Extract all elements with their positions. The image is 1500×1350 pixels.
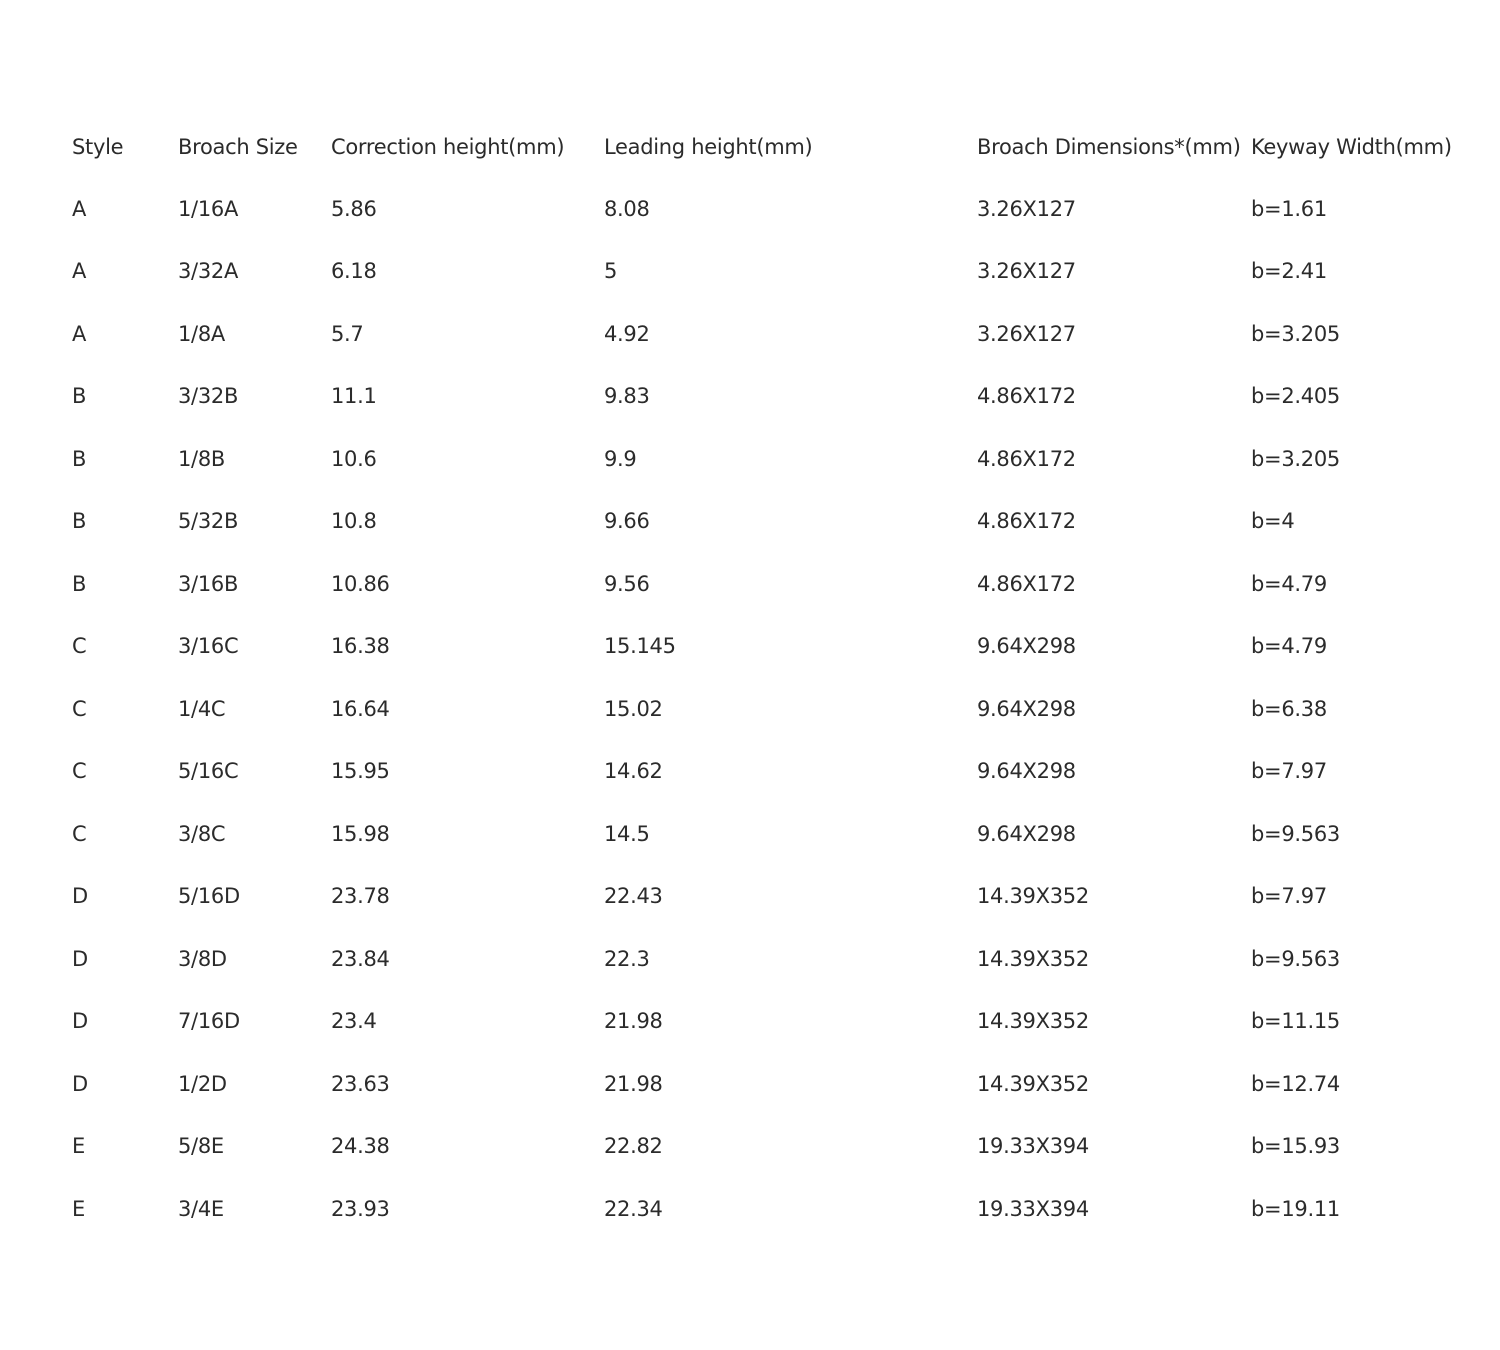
broach-dimensions-cell: 19.33X394 xyxy=(977,1134,1089,1159)
broach-size-cell: 5/8E xyxy=(178,1134,224,1159)
broach-dimensions-cell: 14.39X352 xyxy=(977,1009,1089,1034)
table-row xyxy=(72,678,1492,741)
table-row xyxy=(72,303,1492,366)
style-cell: A xyxy=(72,259,87,284)
broach-size-cell: 3/32B xyxy=(178,384,239,409)
keyway-width-cell: b=2.41 xyxy=(1251,259,1327,284)
correction-height-cell: 10.86 xyxy=(331,571,390,596)
broach-size-cell: 1/4C xyxy=(178,696,226,721)
table-row xyxy=(72,1053,1492,1116)
broach-size-cell: 5/16C xyxy=(178,759,239,784)
correction-height-cell: 23.93 xyxy=(331,1196,390,1221)
header-style: Style xyxy=(72,134,124,159)
broach-dimensions-cell: 4.86X172 xyxy=(977,571,1076,596)
style-cell: C xyxy=(72,821,87,846)
correction-height-cell: 5.86 xyxy=(331,196,377,221)
correction-height-cell: 16.64 xyxy=(331,696,390,721)
table-row xyxy=(72,928,1492,991)
keyway-width-cell: b=9.563 xyxy=(1251,946,1340,971)
style-cell: A xyxy=(72,321,87,346)
table-row xyxy=(72,741,1492,804)
table-row xyxy=(72,1116,1492,1179)
style-cell: D xyxy=(72,946,88,971)
style-cell: C xyxy=(72,634,87,659)
table-row xyxy=(72,428,1492,491)
leading-height-cell: 14.5 xyxy=(604,821,650,846)
keyway-width-cell: b=7.97 xyxy=(1251,759,1327,784)
correction-height-cell: 16.38 xyxy=(331,634,390,659)
broach-size-cell: 3/16C xyxy=(178,634,239,659)
table-row xyxy=(72,866,1492,929)
leading-height-cell: 14.62 xyxy=(604,759,663,784)
leading-height-cell: 9.56 xyxy=(604,571,650,596)
broach-size-cell: 1/8A xyxy=(178,321,225,346)
keyway-width-cell: b=12.74 xyxy=(1251,1071,1340,1096)
correction-height-cell: 23.78 xyxy=(331,884,390,909)
leading-height-cell: 9.66 xyxy=(604,509,650,534)
broach-dimensions-cell: 9.64X298 xyxy=(977,759,1076,784)
keyway-width-cell: b=3.205 xyxy=(1251,321,1340,346)
leading-height-cell: 22.82 xyxy=(604,1134,663,1159)
leading-height-cell: 21.98 xyxy=(604,1009,663,1034)
correction-height-cell: 23.84 xyxy=(331,946,390,971)
correction-height-cell: 5.7 xyxy=(331,321,364,346)
table-row xyxy=(72,616,1492,679)
keyway-width-cell: b=19.11 xyxy=(1251,1196,1340,1221)
broach-size-cell: 1/16A xyxy=(178,196,239,221)
broach-size-cell: 5/32B xyxy=(178,509,239,534)
broach-dimensions-cell: 4.86X172 xyxy=(977,446,1076,471)
table-row xyxy=(72,1178,1492,1241)
style-cell: E xyxy=(72,1134,85,1159)
correction-height-cell: 6.18 xyxy=(331,259,377,284)
keyway-width-cell: b=15.93 xyxy=(1251,1134,1340,1159)
broach-spec-table xyxy=(72,116,1492,1241)
leading-height-cell: 5 xyxy=(604,259,618,284)
broach-size-cell: 1/2D xyxy=(178,1071,227,1096)
keyway-width-cell: b=7.97 xyxy=(1251,884,1327,909)
header-leading-height: Leading height(mm) xyxy=(604,134,813,159)
correction-height-cell: 24.38 xyxy=(331,1134,390,1159)
header-broach-dimensions: Broach Dimensions*(mm) xyxy=(977,134,1241,159)
keyway-width-cell: b=3.205 xyxy=(1251,446,1340,471)
broach-size-cell: 5/16D xyxy=(178,884,240,909)
broach-dimensions-cell: 4.86X172 xyxy=(977,509,1076,534)
broach-size-cell: 3/16B xyxy=(178,571,239,596)
broach-size-cell: 1/8B xyxy=(178,446,226,471)
style-cell: C xyxy=(72,696,87,721)
leading-height-cell: 8.08 xyxy=(604,196,650,221)
broach-dimensions-cell: 9.64X298 xyxy=(977,696,1076,721)
broach-size-cell: 3/8C xyxy=(178,821,226,846)
table-row xyxy=(72,241,1492,304)
correction-height-cell: 10.6 xyxy=(331,446,377,471)
keyway-width-cell: b=9.563 xyxy=(1251,821,1340,846)
table-row xyxy=(72,366,1492,429)
correction-height-cell: 11.1 xyxy=(331,384,377,409)
style-cell: B xyxy=(72,571,87,596)
broach-size-cell: 3/32A xyxy=(178,259,239,284)
style-cell: B xyxy=(72,509,87,534)
broach-size-cell: 7/16D xyxy=(178,1009,240,1034)
leading-height-cell: 9.83 xyxy=(604,384,650,409)
leading-height-cell: 22.3 xyxy=(604,946,650,971)
broach-dimensions-cell: 14.39X352 xyxy=(977,1071,1089,1096)
keyway-width-cell: b=4.79 xyxy=(1251,571,1327,596)
style-cell: D xyxy=(72,1071,88,1096)
leading-height-cell: 21.98 xyxy=(604,1071,663,1096)
keyway-width-cell: b=4 xyxy=(1251,509,1295,534)
style-cell: A xyxy=(72,196,87,221)
correction-height-cell: 10.8 xyxy=(331,509,377,534)
correction-height-cell: 15.95 xyxy=(331,759,390,784)
broach-dimensions-cell: 9.64X298 xyxy=(977,634,1076,659)
table-body xyxy=(72,178,1492,1241)
broach-dimensions-cell: 4.86X172 xyxy=(977,384,1076,409)
table-row xyxy=(72,803,1492,866)
broach-dimensions-cell: 3.26X127 xyxy=(977,259,1076,284)
correction-height-cell: 23.63 xyxy=(331,1071,390,1096)
broach-dimensions-cell: 14.39X352 xyxy=(977,884,1089,909)
leading-height-cell: 22.34 xyxy=(604,1196,663,1221)
broach-size-cell: 3/4E xyxy=(178,1196,224,1221)
broach-dimensions-cell: 3.26X127 xyxy=(977,196,1076,221)
broach-size-cell: 3/8D xyxy=(178,946,227,971)
leading-height-cell: 15.02 xyxy=(604,696,663,721)
style-cell: D xyxy=(72,884,88,909)
keyway-width-cell: b=2.405 xyxy=(1251,384,1340,409)
table-row xyxy=(72,553,1492,616)
broach-dimensions-cell: 9.64X298 xyxy=(977,821,1076,846)
header-correction-height: Correction height(mm) xyxy=(331,134,565,159)
keyway-width-cell: b=6.38 xyxy=(1251,696,1327,721)
table-row xyxy=(72,991,1492,1054)
leading-height-cell: 4.92 xyxy=(604,321,650,346)
correction-height-cell: 15.98 xyxy=(331,821,390,846)
leading-height-cell: 9.9 xyxy=(604,446,637,471)
header-broach-size: Broach Size xyxy=(178,134,298,159)
table-row xyxy=(72,491,1492,554)
header-keyway-width: Keyway Width(mm) xyxy=(1251,134,1452,159)
keyway-width-cell: b=11.15 xyxy=(1251,1009,1340,1034)
correction-height-cell: 23.4 xyxy=(331,1009,377,1034)
style-cell: B xyxy=(72,446,87,471)
keyway-width-cell: b=4.79 xyxy=(1251,634,1327,659)
style-cell: C xyxy=(72,759,87,784)
broach-dimensions-cell: 14.39X352 xyxy=(977,946,1089,971)
broach-dimensions-cell: 3.26X127 xyxy=(977,321,1076,346)
style-cell: E xyxy=(72,1196,85,1221)
table-header-row xyxy=(72,116,1492,178)
broach-dimensions-cell: 19.33X394 xyxy=(977,1196,1089,1221)
style-cell: B xyxy=(72,384,87,409)
leading-height-cell: 15.145 xyxy=(604,634,676,659)
table-row xyxy=(72,178,1492,241)
leading-height-cell: 22.43 xyxy=(604,884,663,909)
style-cell: D xyxy=(72,1009,88,1034)
keyway-width-cell: b=1.61 xyxy=(1251,196,1327,221)
